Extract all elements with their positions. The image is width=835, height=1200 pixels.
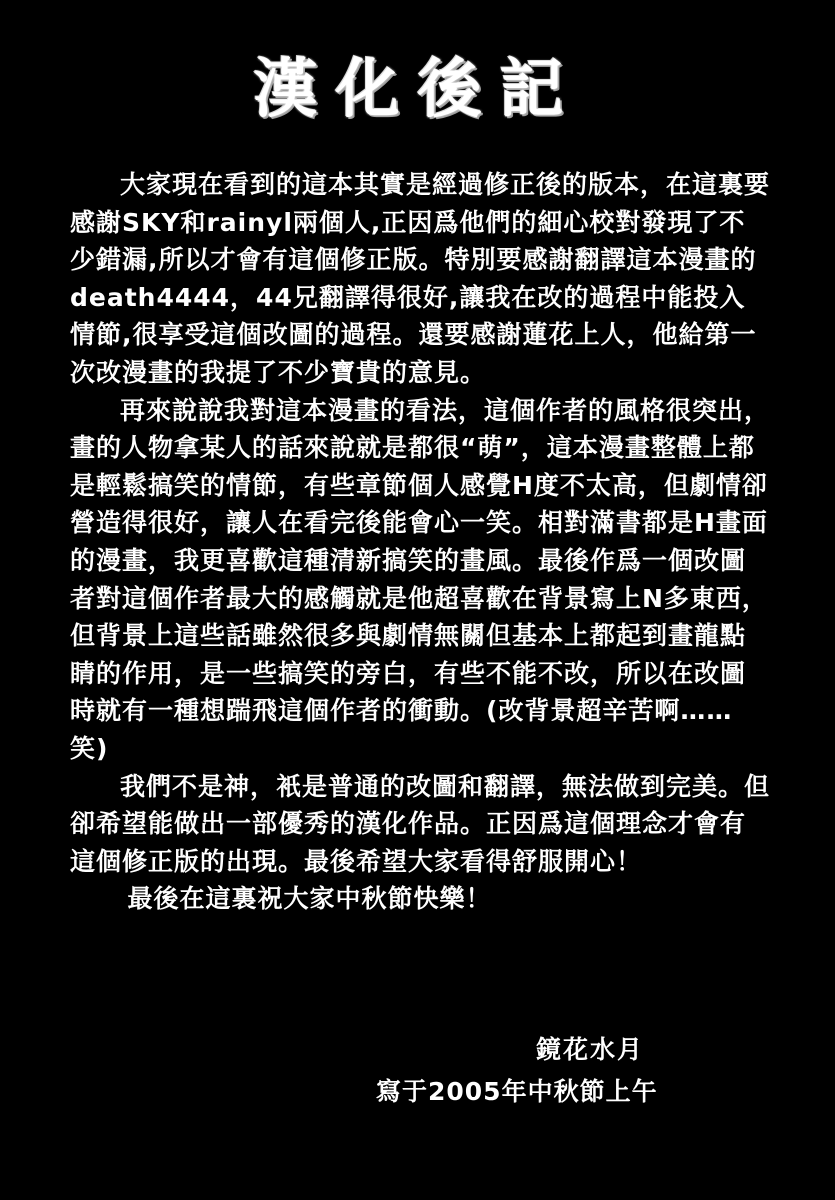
signature-name: 鏡花水月 bbox=[536, 1035, 645, 1064]
paragraph-opinion: 再來說說我對這本漫畫的看法，這個作者的風格很突出，畫的人物拿某人的話來說就是都很“萌”，這本漫畫整體上都是輕鬆搞笑的情節，有些章節個人感覺H度不太高，但劇情卻營造得很好，讓人在看完後能會心一笑。相對滿書都是H畫面的漫畫，我更喜歡這種清新搞笑的畫風。最後作爲一個改圖者對這個作者最大的感觸就是他超喜歡在背景寫上N多東西，但背景上這些話雖然很多與劇情無關但基本上都起到畫龍點睛的作用，是一些搞笑的旁白，有些不能不改，所以在改圖時就有一種想踹飛這個作者的衝動。(改背景超辛苦啊……笑) bbox=[70, 395, 771, 763]
closing-wish: 最後在這裏祝大家中秋節快樂！ bbox=[127, 884, 492, 914]
afterword-body bbox=[70, 166, 770, 918]
signature-date: 寫于2005年中秋節上午 bbox=[376, 1077, 658, 1106]
paragraph-thanks: 大家現在看到的這本其實是經過修正後的版本，在這裏要感謝SKY和rainyl兩個人,正因爲他們的細心校對發現了不少錯漏,所以才會有這個修正版。特別要感謝翻譯這本漫畫的death4444，44兄翻譯得很好,讓我在改的過程中能投入情節,很享受這個改圖的過程。還要感謝蓮花上人，他給第一次改漫畫的我提了不少寶貴的意見。 bbox=[70, 170, 771, 387]
paragraph-closing-thoughts: 我們不是神，衹是普通的改圖和翻譯，無法做到完美。但卻希望能做出一部優秀的漢化作品。正因爲這個理念才會有這個修正版的出現。最後希望大家看得舒服開心！ bbox=[70, 771, 771, 876]
page-title: 漢化後記 bbox=[253, 52, 582, 127]
